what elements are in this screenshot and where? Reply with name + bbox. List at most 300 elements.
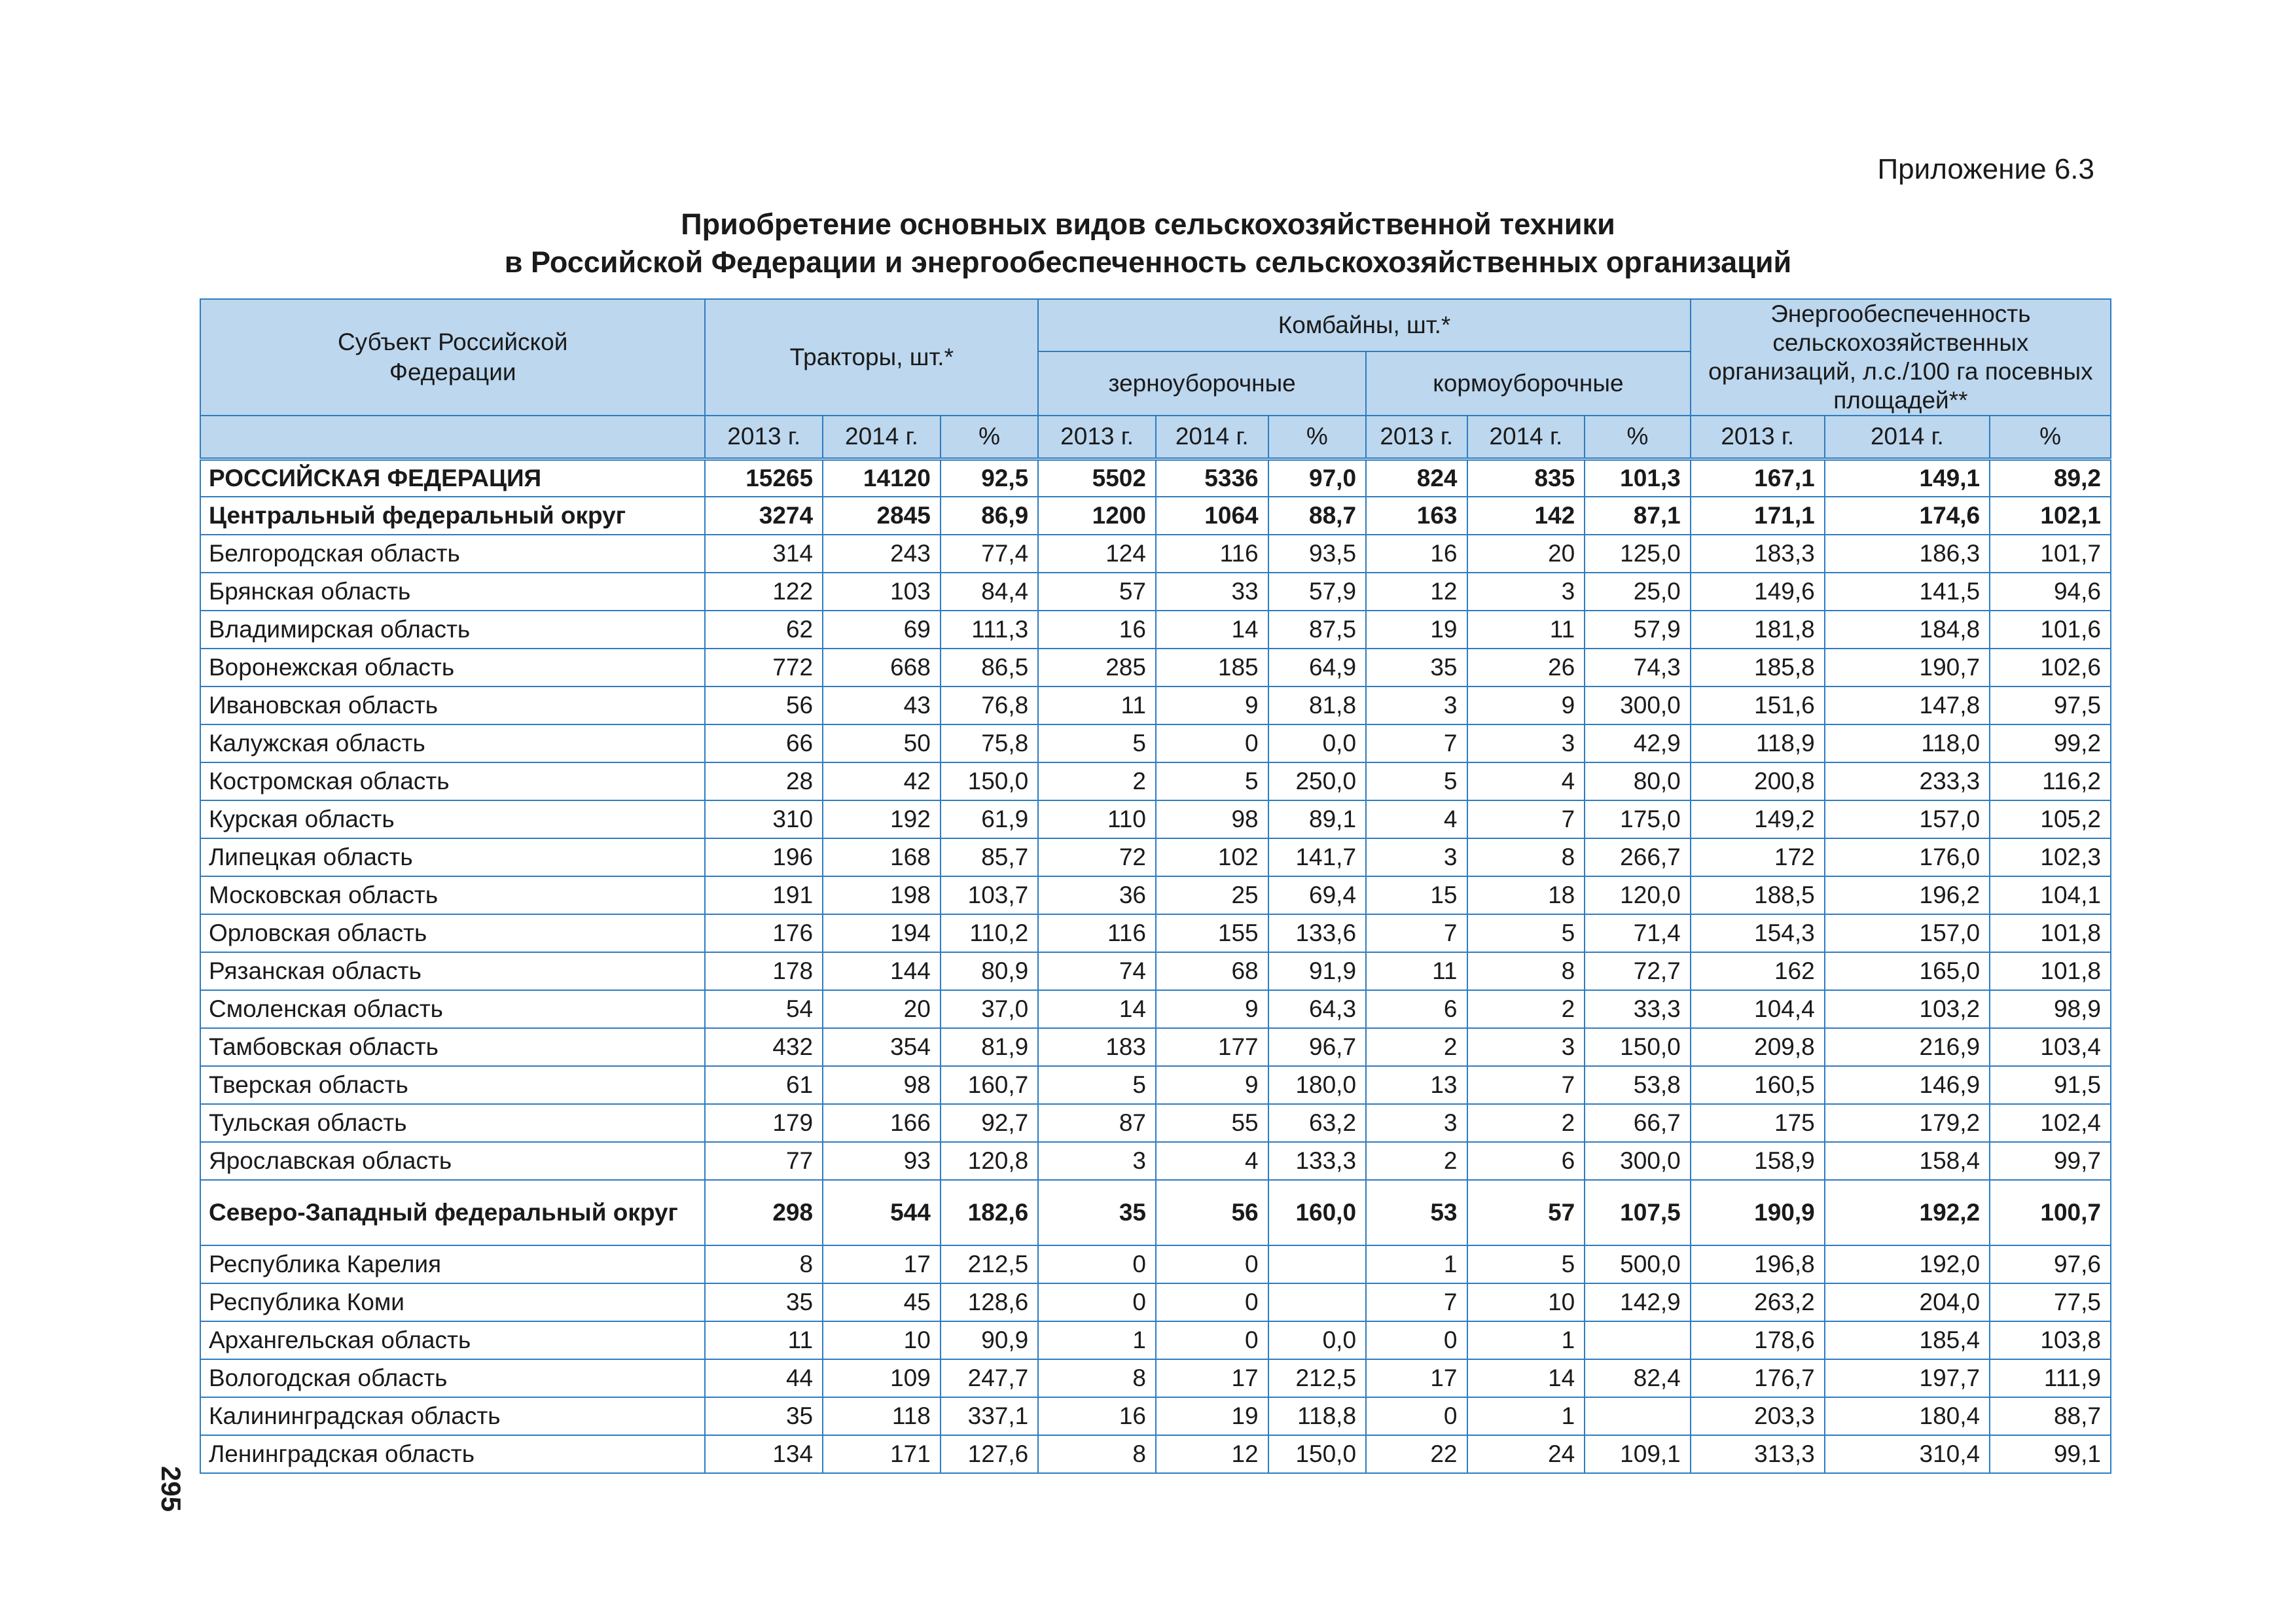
table-row: [200, 1397, 2111, 1435]
value-cell: 42: [823, 762, 941, 800]
combines-header: Комбайны, шт.*: [1038, 299, 1691, 351]
value-cell: 85,7: [941, 838, 1038, 876]
value-cell: 310: [705, 800, 823, 838]
region-name-cell: Владимирская область: [200, 611, 705, 649]
value-cell: 142: [1467, 497, 1585, 535]
value-cell: 12: [1156, 1435, 1268, 1473]
value-cell: 91,9: [1268, 952, 1366, 990]
value-cell: 50: [823, 724, 941, 762]
value-cell: 5336: [1156, 459, 1268, 497]
value-cell: 116,2: [1990, 762, 2111, 800]
value-cell: 11: [705, 1321, 823, 1359]
region-name-cell: Тульская область: [200, 1104, 705, 1142]
value-cell: 2: [1038, 762, 1156, 800]
value-cell: 105,2: [1990, 800, 2111, 838]
table-row: [200, 649, 2111, 687]
value-cell: 147,8: [1825, 687, 1990, 724]
value-cell: 182,6: [941, 1180, 1038, 1245]
value-cell: 500,0: [1585, 1245, 1691, 1283]
value-cell: 157,0: [1825, 800, 1990, 838]
value-cell: 109: [823, 1359, 941, 1397]
value-cell: 298: [705, 1180, 823, 1245]
region-name-cell: Центральный федеральный округ: [200, 497, 705, 535]
value-cell: 101,7: [1990, 535, 2111, 573]
value-cell: 192,2: [1825, 1180, 1990, 1245]
value-cell: 285: [1038, 649, 1156, 687]
value-cell: 53,8: [1585, 1066, 1691, 1104]
value-cell: 0: [1038, 1283, 1156, 1321]
value-cell: 166: [823, 1104, 941, 1142]
tractors-header: Тракторы, шт.*: [705, 299, 1038, 416]
table-row: [200, 1321, 2111, 1359]
value-cell: 204,0: [1825, 1283, 1990, 1321]
value-cell: 14120: [823, 459, 941, 497]
value-cell: 176,0: [1825, 838, 1990, 876]
value-cell: 62: [705, 611, 823, 649]
value-cell: 101,8: [1990, 914, 2111, 952]
value-cell: 5: [1467, 1245, 1585, 1283]
value-cell: 89,2: [1990, 459, 2111, 497]
value-cell: 198: [823, 876, 941, 914]
value-cell: 432: [705, 1028, 823, 1066]
value-cell: 155: [1156, 914, 1268, 952]
value-cell: 5: [1467, 914, 1585, 952]
region-name-cell: Костромская область: [200, 762, 705, 800]
region-name-cell: Республика Карелия: [200, 1245, 705, 1283]
percent-header: %: [1990, 416, 2111, 459]
region-name-cell: Московская область: [200, 876, 705, 914]
value-cell: 20: [823, 990, 941, 1028]
value-cell: 118,8: [1268, 1397, 1366, 1435]
value-cell: 2: [1467, 1104, 1585, 1142]
table-row: [200, 952, 2111, 990]
value-cell: 1: [1038, 1321, 1156, 1359]
value-cell: 77,4: [941, 535, 1038, 573]
value-cell: 4: [1156, 1142, 1268, 1180]
value-cell: 103,4: [1990, 1028, 2111, 1066]
value-cell: 192,0: [1825, 1245, 1990, 1283]
value-cell: 55: [1156, 1104, 1268, 1142]
value-cell: 0: [1038, 1245, 1156, 1283]
value-cell: 96,7: [1268, 1028, 1366, 1066]
table-row: [200, 497, 2111, 535]
value-cell: 154,3: [1691, 914, 1825, 952]
region-name-cell: Брянская область: [200, 573, 705, 611]
value-cell: 5: [1366, 762, 1467, 800]
value-cell: 3274: [705, 497, 823, 535]
value-cell: 7: [1366, 914, 1467, 952]
value-cell: 0: [1366, 1321, 1467, 1359]
value-cell: 56: [1156, 1180, 1268, 1245]
region-name-cell: Ярославская область: [200, 1142, 705, 1180]
value-cell: 17: [1366, 1359, 1467, 1397]
value-cell: 3: [1366, 1104, 1467, 1142]
value-cell: 183,3: [1691, 535, 1825, 573]
region-name-cell: Калужская область: [200, 724, 705, 762]
region-name-cell: Орловская область: [200, 914, 705, 952]
value-cell: 337,1: [941, 1397, 1038, 1435]
value-cell: 313,3: [1691, 1435, 1825, 1473]
value-cell: 3: [1366, 838, 1467, 876]
value-cell: 87,5: [1268, 611, 1366, 649]
value-cell: 196,2: [1825, 876, 1990, 914]
value-cell: 77: [705, 1142, 823, 1180]
value-cell: 8: [1038, 1359, 1156, 1397]
value-cell: 18: [1467, 876, 1585, 914]
value-cell: 167,1: [1691, 459, 1825, 497]
value-cell: 196,8: [1691, 1245, 1825, 1283]
value-cell: 122: [705, 573, 823, 611]
value-cell: 116: [1038, 914, 1156, 952]
value-cell: 190,7: [1825, 649, 1990, 687]
value-cell: 116: [1156, 535, 1268, 573]
value-cell: 91,5: [1990, 1066, 2111, 1104]
value-cell: 171: [823, 1435, 941, 1473]
value-cell: 163: [1366, 497, 1467, 535]
value-cell: 17: [1156, 1359, 1268, 1397]
percent-header: %: [941, 416, 1038, 459]
value-cell: 178: [705, 952, 823, 990]
value-cell: 14: [1038, 990, 1156, 1028]
year-header: 2014 г.: [823, 416, 941, 459]
table-row: [200, 838, 2111, 876]
value-cell: 17: [823, 1245, 941, 1283]
value-cell: 178,6: [1691, 1321, 1825, 1359]
value-cell: 120,0: [1585, 876, 1691, 914]
forage-combines-header: кормоуборочные: [1366, 351, 1691, 416]
value-cell: 94,6: [1990, 573, 2111, 611]
value-cell: 12: [1366, 573, 1467, 611]
value-cell: 162: [1691, 952, 1825, 990]
subject-header-blank: [200, 416, 705, 459]
value-cell: 5: [1038, 1066, 1156, 1104]
value-cell: 8: [705, 1245, 823, 1283]
table-row: [200, 1283, 2111, 1321]
value-cell: 160,5: [1691, 1066, 1825, 1104]
value-cell: 102,3: [1990, 838, 2111, 876]
value-cell: 144: [823, 952, 941, 990]
value-cell: 190,9: [1691, 1180, 1825, 1245]
value-cell: 16: [1366, 535, 1467, 573]
value-cell: 772: [705, 649, 823, 687]
value-cell: 74,3: [1585, 649, 1691, 687]
page-number: 295: [156, 1466, 187, 1512]
value-cell: 2: [1366, 1142, 1467, 1180]
value-cell: 92,5: [941, 459, 1038, 497]
table-row: [200, 1359, 2111, 1397]
value-cell: 66,7: [1585, 1104, 1691, 1142]
value-cell: 20: [1467, 535, 1585, 573]
value-cell: 158,4: [1825, 1142, 1990, 1180]
value-cell: 11: [1366, 952, 1467, 990]
value-cell: 102,1: [1990, 497, 2111, 535]
region-name-cell: Липецкая область: [200, 838, 705, 876]
value-cell: 16: [1038, 611, 1156, 649]
value-cell: 157,0: [1825, 914, 1990, 952]
value-cell: 172: [1691, 838, 1825, 876]
table-row: [200, 1245, 2111, 1283]
value-cell: 1064: [1156, 497, 1268, 535]
value-cell: 8: [1467, 838, 1585, 876]
value-cell: 149,2: [1691, 800, 1825, 838]
value-cell: 98,9: [1990, 990, 2111, 1028]
value-cell: 98: [823, 1066, 941, 1104]
value-cell: 180,4: [1825, 1397, 1990, 1435]
value-cell: 6: [1366, 990, 1467, 1028]
value-cell: 101,3: [1585, 459, 1691, 497]
table-row: [200, 611, 2111, 649]
table-row: [200, 1435, 2111, 1473]
value-cell: 158,9: [1691, 1142, 1825, 1180]
value-cell: 84,4: [941, 573, 1038, 611]
value-cell: 111,3: [941, 611, 1038, 649]
value-cell: 92,7: [941, 1104, 1038, 1142]
table-row: [200, 990, 2111, 1028]
value-cell: 66: [705, 724, 823, 762]
value-cell: 200,8: [1691, 762, 1825, 800]
value-cell: 3: [1038, 1142, 1156, 1180]
region-name-cell: Тверская область: [200, 1066, 705, 1104]
value-cell: 110: [1038, 800, 1156, 838]
value-cell: 179,2: [1825, 1104, 1990, 1142]
percent-header: %: [1585, 416, 1691, 459]
value-cell: 125,0: [1585, 535, 1691, 573]
year-header: 2013 г.: [1366, 416, 1467, 459]
region-name-cell: Вологодская область: [200, 1359, 705, 1397]
value-cell: 11: [1467, 611, 1585, 649]
value-cell: 103,7: [941, 876, 1038, 914]
value-cell: 74: [1038, 952, 1156, 990]
value-cell: 25: [1156, 876, 1268, 914]
region-name-cell: Рязанская область: [200, 952, 705, 990]
value-cell: 110,2: [941, 914, 1038, 952]
value-cell: 100,7: [1990, 1180, 2111, 1245]
year-header: 2014 г.: [1156, 416, 1268, 459]
value-cell: 133,6: [1268, 914, 1366, 952]
value-cell: 127,6: [941, 1435, 1038, 1473]
value-cell: 13: [1366, 1066, 1467, 1104]
value-cell: 57,9: [1268, 573, 1366, 611]
value-cell: 314: [705, 535, 823, 573]
table-row: [200, 573, 2111, 611]
year-header: 2014 г.: [1467, 416, 1585, 459]
value-cell: 118,0: [1825, 724, 1990, 762]
value-cell: 300,0: [1585, 1142, 1691, 1180]
table-row: [200, 914, 2111, 952]
value-cell: 1: [1366, 1245, 1467, 1283]
value-cell: 25,0: [1585, 573, 1691, 611]
value-cell: 9: [1156, 1066, 1268, 1104]
value-cell: 57: [1467, 1180, 1585, 1245]
region-name-cell: Тамбовская область: [200, 1028, 705, 1066]
value-cell: 35: [1366, 649, 1467, 687]
table-row: [200, 535, 2111, 573]
value-cell: 247,7: [941, 1359, 1038, 1397]
title-line-1: Приобретение основных видов сельскохозяйственной техники: [681, 207, 1615, 241]
table-body: [200, 459, 2111, 1473]
table-row: [200, 1028, 2111, 1066]
value-cell: 3: [1366, 687, 1467, 724]
value-cell: 26: [1467, 649, 1585, 687]
value-cell: 80,9: [941, 952, 1038, 990]
value-cell: 28: [705, 762, 823, 800]
value-cell: 10: [1467, 1283, 1585, 1321]
value-cell: 165,0: [1825, 952, 1990, 990]
value-cell: 102: [1156, 838, 1268, 876]
value-cell: 1: [1467, 1397, 1585, 1435]
value-cell: 82,4: [1585, 1359, 1691, 1397]
value-cell: 101,8: [1990, 952, 2111, 990]
value-cell: 824: [1366, 459, 1467, 497]
value-cell: 57,9: [1585, 611, 1691, 649]
table-row: [200, 1142, 2111, 1180]
value-cell: 216,9: [1825, 1028, 1990, 1066]
value-cell: 87: [1038, 1104, 1156, 1142]
value-cell: 150,0: [1585, 1028, 1691, 1066]
value-cell: 19: [1366, 611, 1467, 649]
value-cell: 175,0: [1585, 800, 1691, 838]
value-cell: 2845: [823, 497, 941, 535]
value-cell: 63,2: [1268, 1104, 1366, 1142]
value-cell: 103,8: [1990, 1321, 2111, 1359]
value-cell: 93,5: [1268, 535, 1366, 573]
value-cell: 97,6: [1990, 1245, 2111, 1283]
value-cell: 24: [1467, 1435, 1585, 1473]
value-cell: 33,3: [1585, 990, 1691, 1028]
value-cell: 7: [1467, 800, 1585, 838]
value-cell: 1: [1467, 1321, 1585, 1359]
value-cell: 81,8: [1268, 687, 1366, 724]
value-cell: 75,8: [941, 724, 1038, 762]
value-cell: 179: [705, 1104, 823, 1142]
value-cell: 101,6: [1990, 611, 2111, 649]
grain-combines-header: зерноуборочные: [1038, 351, 1366, 416]
value-cell: 81,9: [941, 1028, 1038, 1066]
value-cell: 2: [1467, 990, 1585, 1028]
value-cell: 7: [1366, 724, 1467, 762]
value-cell: 209,8: [1691, 1028, 1825, 1066]
value-cell: 6: [1467, 1142, 1585, 1180]
value-cell: 37,0: [941, 990, 1038, 1028]
value-cell: 185: [1156, 649, 1268, 687]
value-cell: 89,1: [1268, 800, 1366, 838]
value-cell: 0: [1156, 1245, 1268, 1283]
table-row: [200, 459, 2111, 497]
value-cell: 43: [823, 687, 941, 724]
value-cell: 9: [1156, 990, 1268, 1028]
value-cell: 133,3: [1268, 1142, 1366, 1180]
value-cell: 128,6: [941, 1283, 1038, 1321]
value-cell: 53: [1366, 1180, 1467, 1245]
region-name-cell: Ивановская область: [200, 687, 705, 724]
value-cell: 103,2: [1825, 990, 1990, 1028]
region-name-cell: Ленинградская область: [200, 1435, 705, 1473]
value-cell: 175: [1691, 1104, 1825, 1142]
value-cell: 7: [1467, 1066, 1585, 1104]
value-cell: 191: [705, 876, 823, 914]
title-line-2: в Российской Федерации и энергообеспеченность сельскохозяйственных организаций: [504, 245, 1792, 279]
value-cell: 64,9: [1268, 649, 1366, 687]
value-cell: 19: [1156, 1397, 1268, 1435]
value-cell: 141,5: [1825, 573, 1990, 611]
value-cell: 0,0: [1268, 1321, 1366, 1359]
appendix-label: Приложение 6.3: [1877, 153, 2094, 185]
value-cell: 150,0: [941, 762, 1038, 800]
table-row: [200, 724, 2111, 762]
value-cell: 72,7: [1585, 952, 1691, 990]
value-cell: 194: [823, 914, 941, 952]
value-cell: 10: [823, 1321, 941, 1359]
value-cell: 176: [705, 914, 823, 952]
value-cell: 3: [1467, 724, 1585, 762]
value-cell: 146,9: [1825, 1066, 1990, 1104]
value-cell: 36: [1038, 876, 1156, 914]
energy-header: Энергообеспеченность сельскохозяйственных организаций, л.с./100 га посевных площадей**: [1691, 299, 2111, 416]
value-cell: 5: [1156, 762, 1268, 800]
value-cell: 185,8: [1691, 649, 1825, 687]
year-header: 2013 г.: [705, 416, 823, 459]
value-cell: 5: [1038, 724, 1156, 762]
value-cell: 149,1: [1825, 459, 1990, 497]
value-cell: 64,3: [1268, 990, 1366, 1028]
value-cell: 0: [1366, 1397, 1467, 1435]
value-cell: 111,9: [1990, 1359, 2111, 1397]
value-cell: 69: [823, 611, 941, 649]
value-cell: 186,3: [1825, 535, 1990, 573]
value-cell: 68: [1156, 952, 1268, 990]
value-cell: 544: [823, 1180, 941, 1245]
value-cell: 188,5: [1691, 876, 1825, 914]
value-cell: [1268, 1283, 1366, 1321]
value-cell: 120,8: [941, 1142, 1038, 1180]
value-cell: 54: [705, 990, 823, 1028]
value-cell: 11: [1038, 687, 1156, 724]
value-cell: 15265: [705, 459, 823, 497]
value-cell: 183: [1038, 1028, 1156, 1066]
value-cell: 1200: [1038, 497, 1156, 535]
value-cell: 5502: [1038, 459, 1156, 497]
value-cell: 33: [1156, 573, 1268, 611]
value-cell: 45: [823, 1283, 941, 1321]
value-cell: 668: [823, 649, 941, 687]
value-cell: 98: [1156, 800, 1268, 838]
value-cell: 107,5: [1585, 1180, 1691, 1245]
value-cell: 150,0: [1268, 1435, 1366, 1473]
value-cell: 835: [1467, 459, 1585, 497]
value-cell: 0: [1156, 724, 1268, 762]
subject-header: Субъект Российской Федерации: [200, 299, 705, 416]
value-cell: 90,9: [941, 1321, 1038, 1359]
region-name-cell: Республика Коми: [200, 1283, 705, 1321]
value-cell: 9: [1467, 687, 1585, 724]
value-cell: 0,0: [1268, 724, 1366, 762]
value-cell: 196: [705, 838, 823, 876]
value-cell: 16: [1038, 1397, 1156, 1435]
value-cell: 250,0: [1268, 762, 1366, 800]
value-cell: 99,1: [1990, 1435, 2111, 1473]
value-cell: 174,6: [1825, 497, 1990, 535]
value-cell: 3: [1467, 1028, 1585, 1066]
value-cell: 8: [1038, 1435, 1156, 1473]
value-cell: 9: [1156, 687, 1268, 724]
value-cell: 102,4: [1990, 1104, 2111, 1142]
region-name-cell: Северо-Западный федеральный округ: [200, 1180, 705, 1245]
table-row: [200, 687, 2111, 724]
value-cell: 160,0: [1268, 1180, 1366, 1245]
year-header: 2014 г.: [1825, 416, 1990, 459]
value-cell: 118,9: [1691, 724, 1825, 762]
region-name-cell: Калининградская область: [200, 1397, 705, 1435]
